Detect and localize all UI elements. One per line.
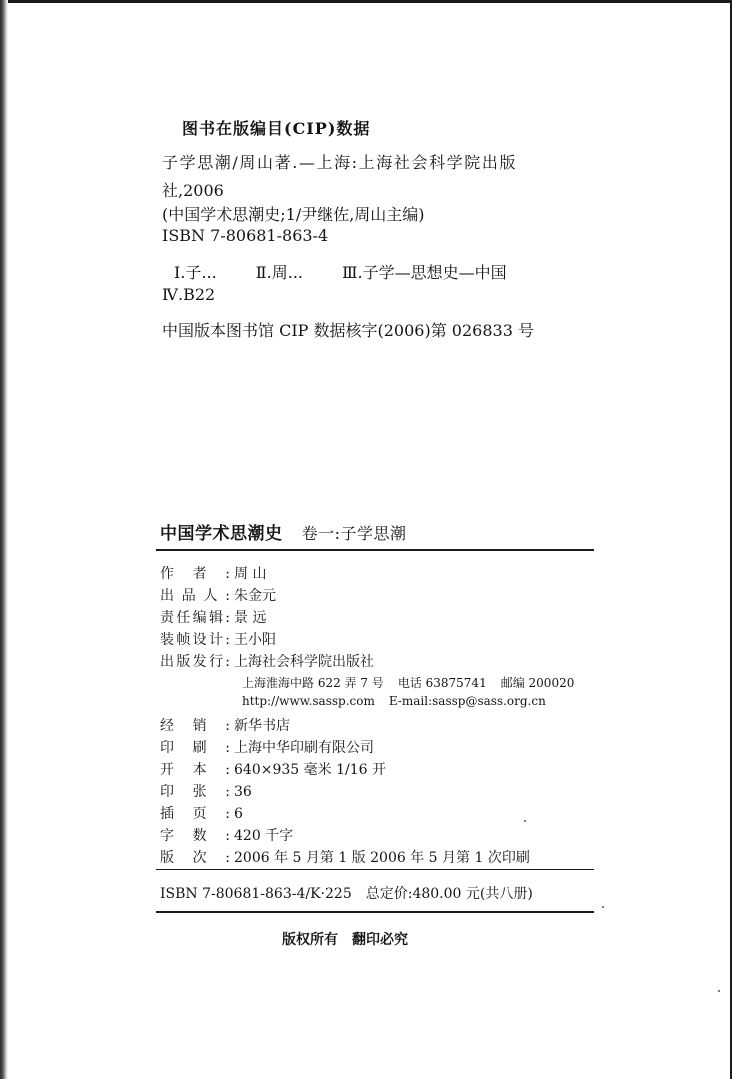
scan-speck — [524, 820, 526, 822]
credit-value: 上海社会科学院出版社 — [234, 654, 374, 670]
volume-title: 卷一:子学思潮 — [301, 524, 407, 543]
credit-value: 周 山 — [234, 566, 267, 582]
footer-isbn: ISBN 7-80681-863-4/K·225 — [160, 886, 352, 902]
divider-bottom — [156, 911, 594, 913]
divider-middle — [156, 869, 594, 870]
cip-class-4: Ⅳ.B22 — [162, 285, 216, 304]
book-title-line — [160, 519, 407, 544]
credit-label: 出品人: — [160, 588, 230, 604]
scan-left-edge — [0, 0, 8, 1079]
credit-value: 景 远 — [234, 610, 267, 626]
publisher-contact-line — [242, 674, 574, 691]
spec-row — [160, 803, 243, 823]
cip-class-3: Ⅲ.子学—思想史—中国 — [342, 263, 507, 282]
credit-row — [160, 585, 276, 605]
spec-row — [160, 847, 530, 867]
publisher-website: http://www.sassp.com — [242, 694, 375, 708]
credit-label: 作者: — [160, 566, 230, 582]
cip-approval-number: 中国版本图书馆 CIP 数据核字(2006)第 026833 号 — [162, 321, 534, 340]
credit-row — [160, 651, 374, 671]
credit-row — [160, 563, 266, 583]
isbn-price-line — [160, 883, 533, 903]
spec-row — [160, 825, 293, 845]
cip-description-line-2: 社,2006 — [162, 181, 224, 200]
spec-row — [160, 781, 252, 801]
publisher-postcode: 邮编 200020 — [500, 676, 575, 690]
spec-value: 420 千字 — [234, 828, 294, 844]
publisher-email: E-mail:sassp@sass.org.cn — [388, 694, 546, 708]
publisher-web-line — [242, 694, 546, 708]
spec-label: 版次: — [160, 850, 230, 866]
spec-label: 字数: — [160, 828, 230, 844]
spec-label: 印刷: — [160, 740, 230, 756]
spec-label: 印张: — [160, 784, 230, 800]
cip-class-2: Ⅱ.周... — [255, 263, 303, 282]
spec-row — [160, 715, 290, 735]
divider-top — [156, 549, 594, 551]
cip-classification — [162, 260, 507, 283]
spec-row — [160, 759, 386, 779]
publisher-phone: 电话 63875741 — [397, 676, 487, 690]
credit-label: 责任编辑: — [160, 610, 230, 626]
cip-series-note: (中国学术思潮史;1/尹继佐,周山主编) — [162, 205, 425, 224]
reproduction-prohibited: 翻印必究 — [352, 932, 408, 948]
series-name: 中国学术思潮史 — [160, 524, 283, 544]
cip-title: 图书在版编目(CIP)数据 — [182, 119, 371, 138]
credit-row — [160, 607, 266, 627]
spec-label: 插页: — [160, 806, 230, 822]
spec-value: 36 — [234, 784, 252, 800]
credit-value: 朱金元 — [234, 588, 276, 604]
spec-value: 640×935 毫米 1/16 开 — [234, 762, 386, 778]
credit-row — [160, 629, 276, 649]
spec-value: 新华书店 — [234, 718, 290, 734]
cip-description-line-1: 子学思潮/周山著.—上海:上海社会科学院出版 — [162, 153, 518, 172]
credit-label: 出版发行: — [160, 654, 230, 670]
credit-value: 王小阳 — [234, 632, 276, 648]
total-price: 总定价:480.00 元(共八册) — [365, 886, 533, 902]
cip-isbn: ISBN 7-80681-863-4 — [162, 226, 329, 245]
spec-value: 2006 年 5 月第 1 版 2006 年 5 月第 1 次印刷 — [234, 850, 530, 866]
spec-value: 上海中华印刷有限公司 — [234, 740, 374, 756]
spec-label: 开本: — [160, 762, 230, 778]
copyright-notice — [282, 929, 408, 949]
cip-class-1: Ⅰ.子... — [174, 263, 217, 282]
spec-row — [160, 737, 374, 757]
scan-speck — [718, 990, 720, 992]
publisher-address: 上海淮海中路 622 弄 7 号 — [242, 676, 384, 690]
rights-reserved: 版权所有 — [282, 932, 338, 948]
scan-top-edge — [0, 0, 732, 3]
spec-value: 6 — [234, 806, 243, 822]
scan-speck — [602, 906, 604, 908]
credit-label: 装帧设计: — [160, 632, 230, 648]
spec-label: 经销: — [160, 718, 230, 734]
